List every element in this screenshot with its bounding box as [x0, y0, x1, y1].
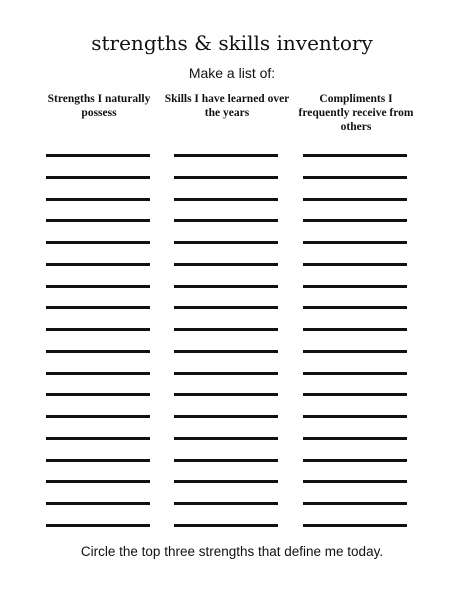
writing-line	[303, 219, 407, 222]
writing-line	[303, 241, 407, 244]
writing-line	[46, 306, 150, 309]
writing-line	[303, 415, 407, 418]
writing-line	[46, 502, 150, 505]
writing-line	[303, 285, 407, 288]
page-title: strengths & skills inventory	[91, 31, 373, 55]
writing-line	[174, 219, 278, 222]
writing-line	[46, 350, 150, 353]
writing-line	[174, 415, 278, 418]
writing-line	[46, 480, 150, 483]
writing-line	[174, 393, 278, 396]
writing-line	[303, 263, 407, 266]
writing-line	[303, 480, 407, 483]
skills-writing-lines	[174, 154, 278, 546]
writing-line	[174, 285, 278, 288]
writing-line	[174, 524, 278, 527]
writing-line	[46, 285, 150, 288]
compliments-column-header: Compliments I frequently receive from others	[298, 93, 414, 133]
writing-line	[174, 437, 278, 440]
writing-line	[174, 263, 278, 266]
writing-line	[303, 524, 407, 527]
writing-line	[303, 459, 407, 462]
writing-line	[174, 306, 278, 309]
writing-line	[303, 502, 407, 505]
writing-line	[174, 480, 278, 483]
footer-instruction: Circle the top three strengths that define me today.	[80, 544, 384, 559]
writing-line	[46, 328, 150, 331]
writing-line	[46, 241, 150, 244]
writing-line	[46, 437, 150, 440]
writing-line	[46, 176, 150, 179]
writing-line	[303, 328, 407, 331]
writing-line	[46, 393, 150, 396]
writing-line	[46, 524, 150, 527]
writing-line	[174, 350, 278, 353]
writing-line	[303, 176, 407, 179]
writing-line	[46, 154, 150, 157]
writing-line	[46, 219, 150, 222]
writing-line	[303, 154, 407, 157]
compliments-writing-lines	[303, 154, 407, 546]
writing-line	[46, 415, 150, 418]
writing-line	[174, 176, 278, 179]
writing-line	[174, 502, 278, 505]
writing-line	[46, 198, 150, 201]
writing-line	[174, 372, 278, 375]
skills-column-header: Skills I have learned over the years	[164, 93, 290, 119]
writing-line	[303, 437, 407, 440]
writing-line	[303, 350, 407, 353]
writing-line	[174, 459, 278, 462]
list-instruction: Make a list of:	[188, 65, 276, 81]
writing-line	[46, 372, 150, 375]
writing-line	[174, 154, 278, 157]
writing-line	[303, 393, 407, 396]
writing-line	[46, 459, 150, 462]
writing-line	[174, 241, 278, 244]
compliments-column	[298, 92, 414, 144]
strengths-column-header: Strengths I naturally possess	[47, 93, 151, 119]
writing-line	[174, 198, 278, 201]
strengths-writing-lines	[46, 154, 150, 546]
skills-column	[164, 92, 290, 144]
strengths-column	[44, 92, 154, 144]
writing-line	[303, 306, 407, 309]
writing-line	[46, 263, 150, 266]
writing-line	[174, 328, 278, 331]
writing-line	[303, 372, 407, 375]
writing-line	[303, 198, 407, 201]
